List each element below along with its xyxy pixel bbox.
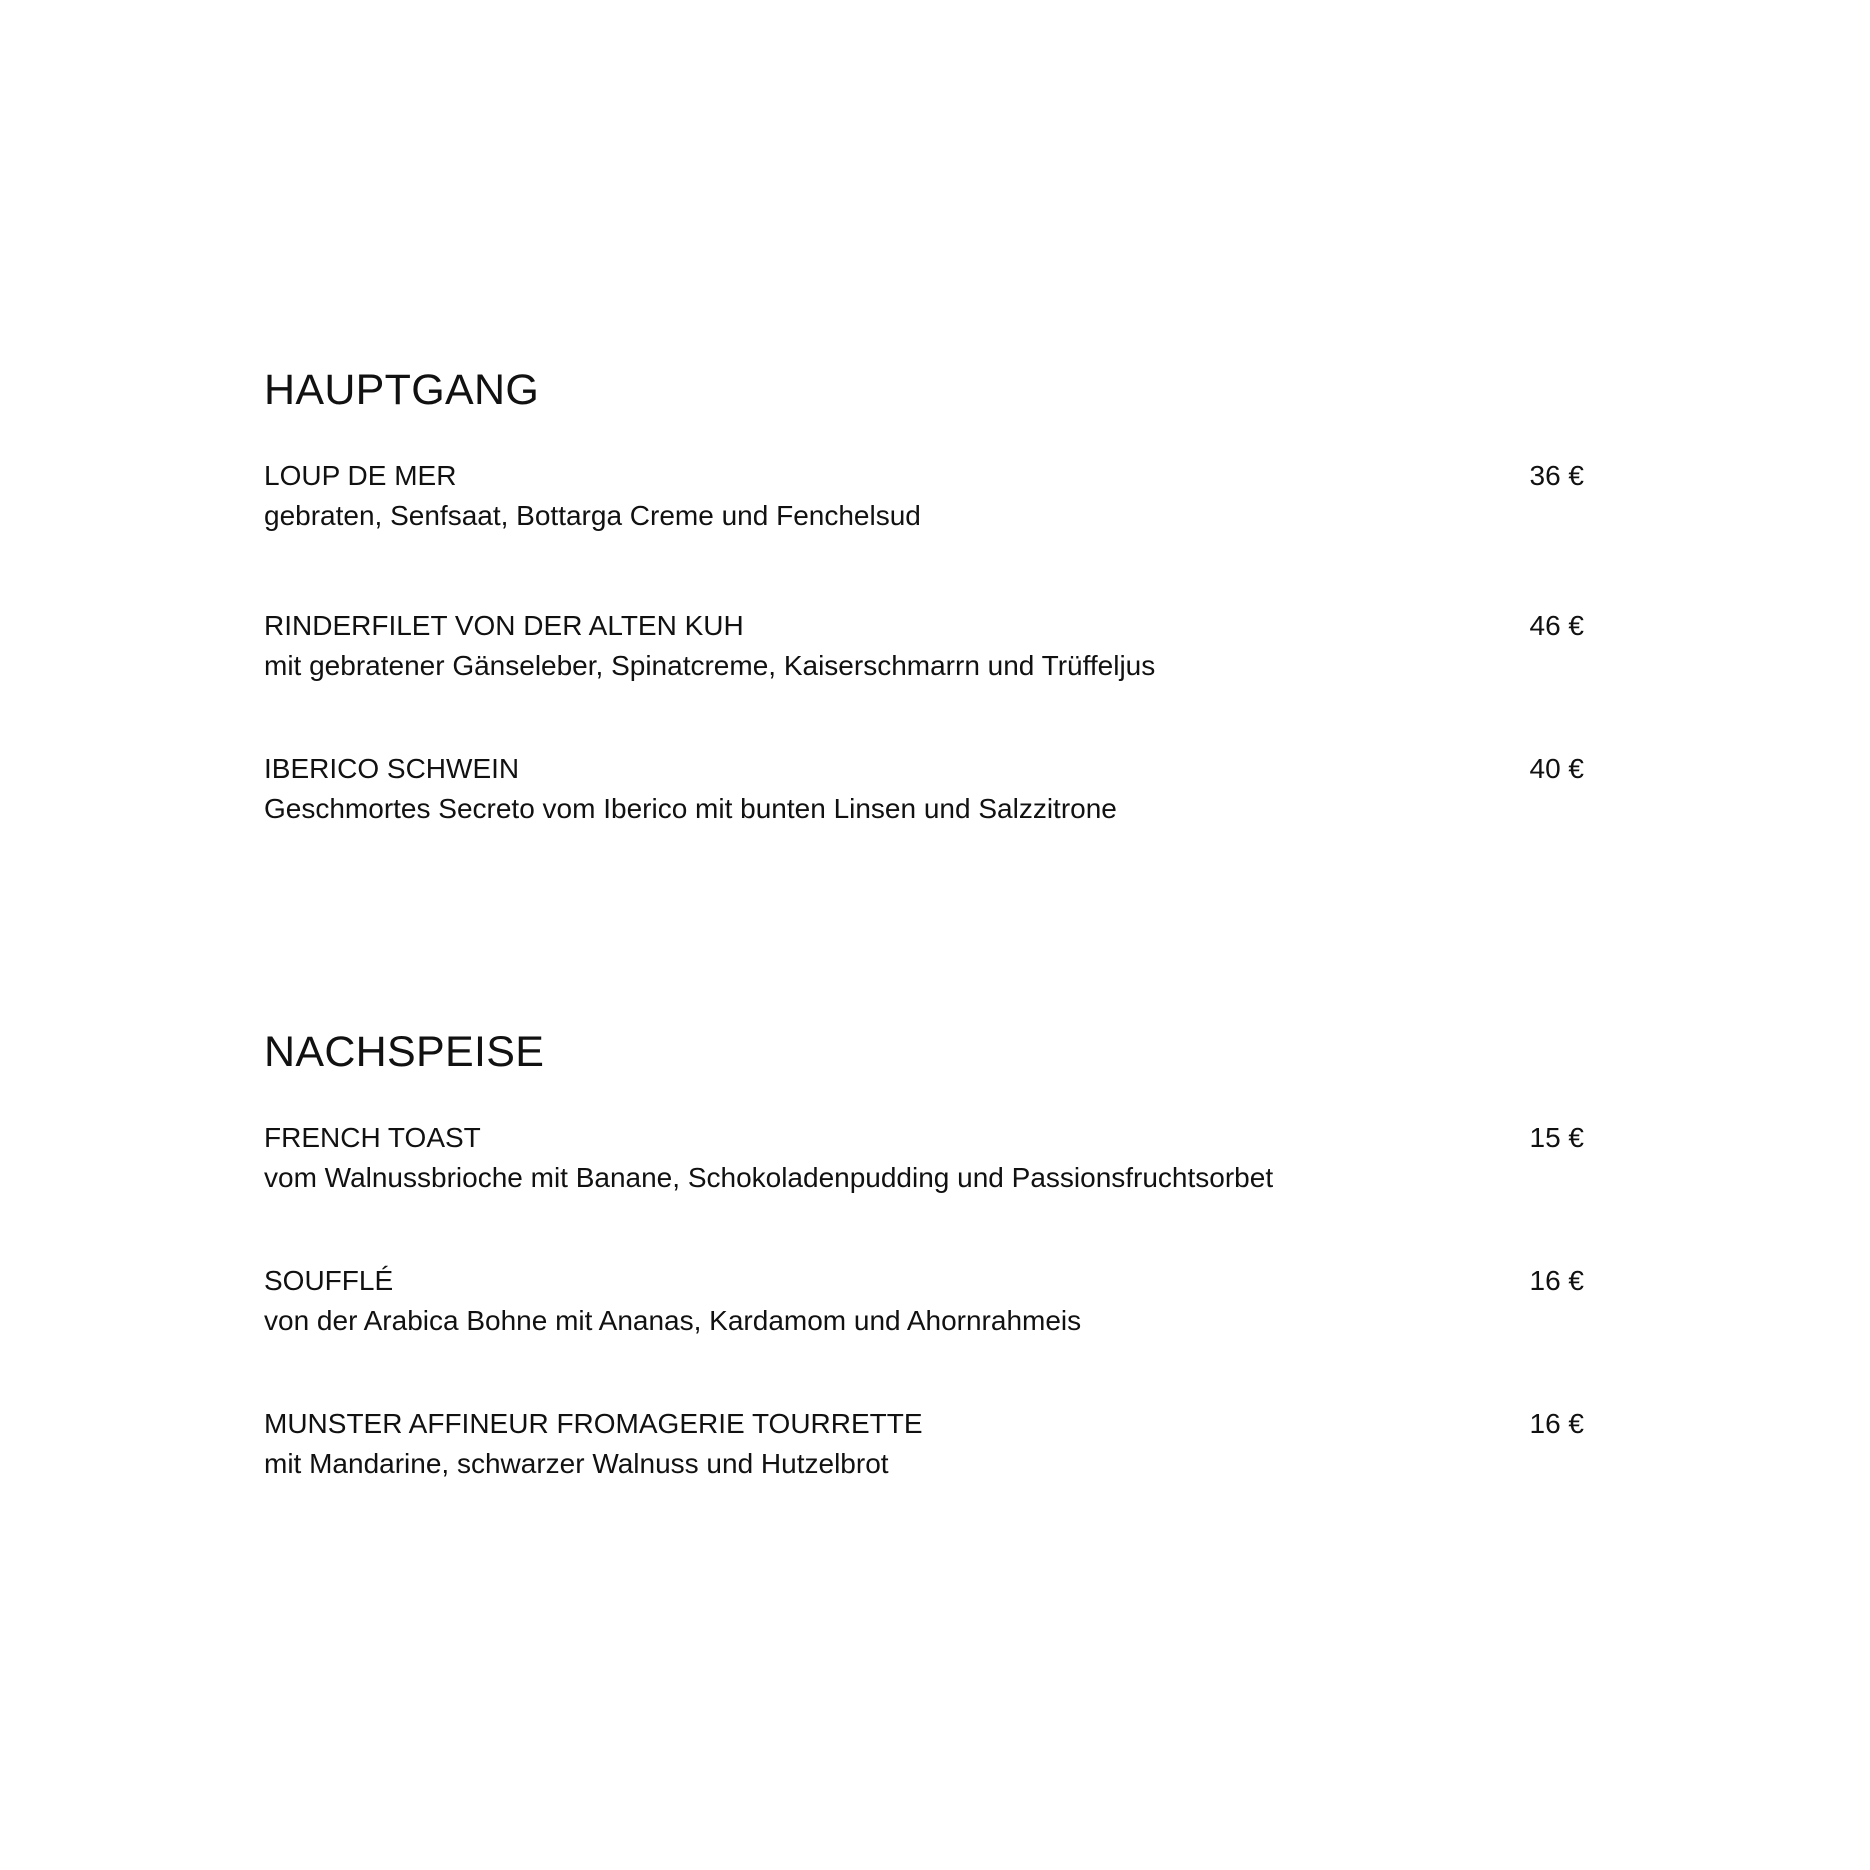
item-name: IBERICO SCHWEIN xyxy=(264,753,520,784)
item-description: von der Arabica Bohne mit Ananas, Kardamom und Ahornrahmeis xyxy=(264,1305,1082,1336)
section-title: HAUPTGANG xyxy=(264,366,540,414)
item-price: 40 € xyxy=(1529,753,1584,784)
item-price: 15 € xyxy=(1529,1122,1584,1153)
item-name: MUNSTER AFFINEUR FROMAGERIE TOURRETTE xyxy=(264,1408,923,1439)
menu-item xyxy=(264,1118,1584,1198)
section-nachspeise xyxy=(264,1022,1584,1484)
section-hauptgang xyxy=(264,360,1584,829)
item-price: 16 € xyxy=(1529,1408,1584,1439)
item-price: 36 € xyxy=(1529,460,1584,491)
item-description: mit gebratener Gänseleber, Spinatcreme, Kaiserschmarrn und Trüffeljus xyxy=(264,650,1156,681)
item-description: gebraten, Senfsaat, Bottarga Creme und Fenchelsud xyxy=(264,500,921,531)
item-description: mit Mandarine, schwarzer Walnuss und Hutzelbrot xyxy=(264,1448,889,1479)
item-price: 16 € xyxy=(1529,1265,1584,1296)
item-name: SOUFFLÉ xyxy=(264,1265,394,1296)
item-name: FRENCH TOAST xyxy=(264,1122,481,1153)
item-description: vom Walnussbrioche mit Banane, Schokoladenpudding und Passionsfruchtsorbet xyxy=(264,1162,1274,1193)
menu-item xyxy=(264,456,1584,536)
menu-item xyxy=(264,1261,1584,1341)
item-name: RINDERFILET VON DER ALTEN KUH xyxy=(264,610,744,641)
item-description: Geschmortes Secreto vom Iberico mit bunten Linsen und Salzzitrone xyxy=(264,793,1117,824)
menu-item xyxy=(264,749,1584,829)
menu-items xyxy=(264,456,1584,829)
menu-item xyxy=(264,1404,1584,1484)
menu-item xyxy=(264,606,1584,686)
item-name: LOUP DE MER xyxy=(264,460,457,491)
section-title: NACHSPEISE xyxy=(264,1028,545,1076)
item-price: 46 € xyxy=(1529,610,1584,641)
menu-items xyxy=(264,1118,1584,1484)
